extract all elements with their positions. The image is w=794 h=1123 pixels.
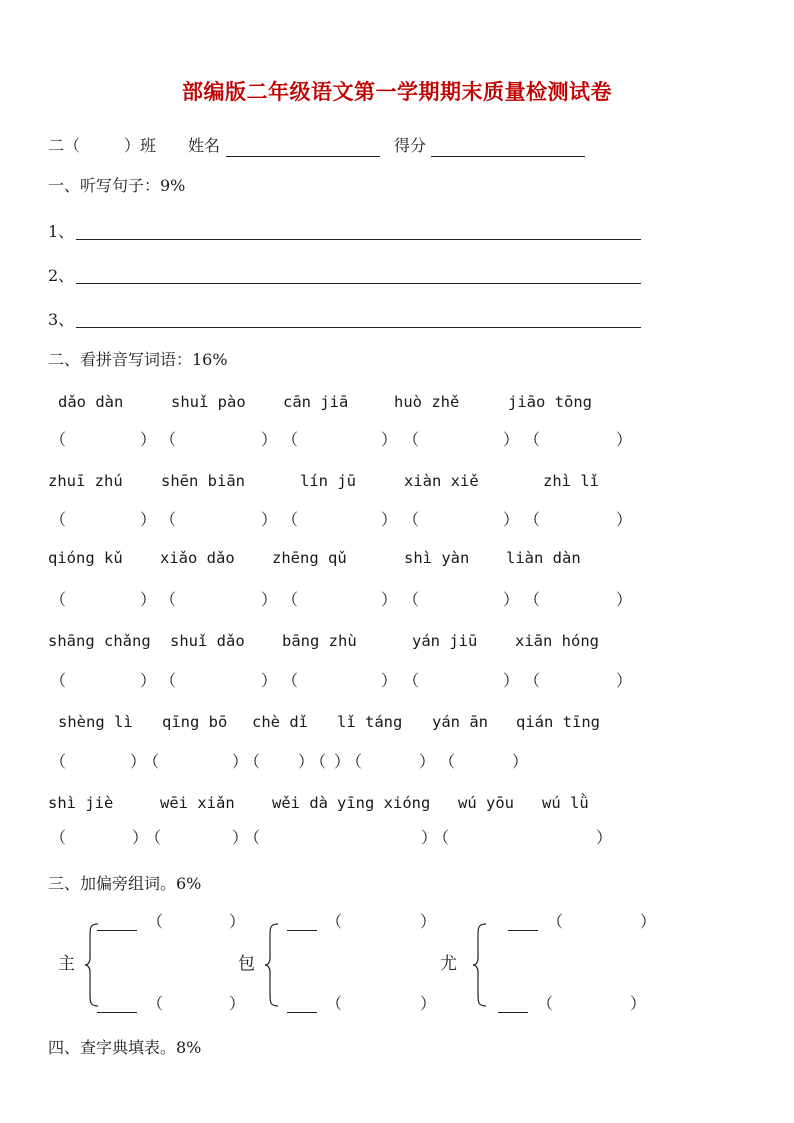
class-suffix: ）班 xyxy=(124,136,157,155)
pinyin-word: qióng kǔ xyxy=(48,549,123,567)
pinyin-word: wěi dà xyxy=(272,794,328,812)
close-paren: ） xyxy=(261,510,278,529)
dictation-line[interactable] xyxy=(76,327,641,328)
pinyin-word: huò zhě xyxy=(394,393,460,411)
pinyin-word: shuǐ pào xyxy=(171,393,246,411)
close-paren: ） xyxy=(381,671,398,690)
close-paren: ） xyxy=(512,752,529,771)
close-paren: ） xyxy=(261,671,278,690)
pinyin-word: bāng zhù xyxy=(282,632,357,650)
close-paren: ） xyxy=(261,430,278,449)
radical-blank[interactable] xyxy=(97,1012,137,1013)
open-paren: （ xyxy=(160,671,177,690)
close-paren: ） xyxy=(616,430,633,449)
close-paren: ） xyxy=(503,590,520,609)
open-paren: （ xyxy=(244,828,261,847)
close-paren: ） xyxy=(334,752,351,771)
close-paren: ） xyxy=(381,510,398,529)
pinyin-word: wú lǜ xyxy=(542,794,589,812)
radical-base-char: 包 xyxy=(238,954,255,974)
open-paren: （ xyxy=(282,430,299,449)
open-paren: （ xyxy=(50,510,67,529)
open-paren: （ xyxy=(524,430,541,449)
close-paren: ） xyxy=(232,828,249,847)
open-paren: （ xyxy=(310,752,327,771)
pinyin-word: jiāo tōng xyxy=(508,393,592,411)
open-paren: （ xyxy=(326,912,343,931)
open-paren: （ xyxy=(547,912,564,931)
close-paren: ） xyxy=(298,752,315,771)
open-paren: （ xyxy=(160,430,177,449)
open-paren: （ xyxy=(282,590,299,609)
close-paren: ） xyxy=(381,590,398,609)
section4-heading: 四、查字典填表。8% xyxy=(48,1038,202,1057)
close-paren: ） xyxy=(421,828,438,847)
left-brace-icon xyxy=(264,922,280,1008)
close-paren: ） xyxy=(420,912,437,931)
pinyin-word: dǎo dàn xyxy=(58,393,124,411)
open-paren: （ xyxy=(282,671,299,690)
pinyin-word: yán ān xyxy=(432,713,488,731)
pinyin-word: shuǐ dǎo xyxy=(170,632,245,650)
name-label: 姓名 xyxy=(188,136,221,155)
pinyin-word: lǐ táng xyxy=(337,713,403,731)
close-paren: ） xyxy=(130,752,147,771)
pinyin-word: shèng lì xyxy=(58,713,133,731)
close-paren: ） xyxy=(140,590,157,609)
pinyin-word: chè dǐ xyxy=(252,713,308,731)
close-paren: ） xyxy=(503,430,520,449)
open-paren: （ xyxy=(50,828,67,847)
pinyin-word: shì jiè xyxy=(48,794,114,812)
close-paren: ） xyxy=(381,430,398,449)
open-paren: （ xyxy=(244,752,261,771)
open-paren: （ xyxy=(50,430,67,449)
radical-blank[interactable] xyxy=(287,930,317,931)
open-paren: （ xyxy=(403,590,420,609)
name-field[interactable] xyxy=(226,156,380,157)
radical-blank[interactable] xyxy=(287,1012,317,1013)
close-paren: ） xyxy=(616,671,633,690)
open-paren: （ xyxy=(346,752,363,771)
close-paren: ） xyxy=(630,994,647,1013)
radical-blank[interactable] xyxy=(508,930,538,931)
radical-blank[interactable] xyxy=(498,1012,528,1013)
pinyin-word: xiǎo dǎo xyxy=(160,549,235,567)
pinyin-word: zhì lǐ xyxy=(543,472,599,490)
open-paren: （ xyxy=(433,828,450,847)
pinyin-word: yīng xióng xyxy=(337,794,431,812)
close-paren: ） xyxy=(640,912,657,931)
close-paren: ） xyxy=(616,510,633,529)
pinyin-word: wēi xiǎn xyxy=(160,794,235,812)
dictation-line[interactable] xyxy=(76,283,641,284)
open-paren: （ xyxy=(282,510,299,529)
dictation-line[interactable] xyxy=(76,239,641,240)
pinyin-word: lín jū xyxy=(300,472,356,490)
open-paren: （ xyxy=(145,828,162,847)
score-label: 得分 xyxy=(394,136,427,155)
close-paren: ） xyxy=(420,994,437,1013)
pinyin-word: wú yōu xyxy=(458,794,514,812)
close-paren: ） xyxy=(132,828,149,847)
left-brace-icon xyxy=(84,922,100,1008)
dictation-number: 3、 xyxy=(48,310,75,329)
pinyin-word: qīng bō xyxy=(162,713,228,731)
dictation-number: 1、 xyxy=(48,222,75,241)
pinyin-word: cān jiā xyxy=(283,393,349,411)
close-paren: ） xyxy=(140,510,157,529)
pinyin-word: shāng chǎng xyxy=(48,632,151,650)
pinyin-word: zhēng qǔ xyxy=(272,549,347,567)
open-paren: （ xyxy=(160,590,177,609)
close-paren: ） xyxy=(229,912,246,931)
open-paren: （ xyxy=(50,590,67,609)
open-paren: （ xyxy=(439,752,456,771)
close-paren: ） xyxy=(140,671,157,690)
open-paren: （ xyxy=(524,590,541,609)
close-paren: ） xyxy=(503,510,520,529)
pinyin-word: yán jiū xyxy=(412,632,478,650)
section2-heading: 二、看拼音写词语：16% xyxy=(48,350,228,369)
close-paren: ） xyxy=(140,430,157,449)
open-paren: （ xyxy=(326,994,343,1013)
exam-title: 部编版二年级语文第一学期期末质量检测试卷 xyxy=(182,80,612,104)
open-paren: （ xyxy=(160,510,177,529)
close-paren: ） xyxy=(229,994,246,1013)
open-paren: （ xyxy=(524,671,541,690)
section1-heading: 一、听写句子：9% xyxy=(48,176,186,195)
open-paren: （ xyxy=(50,752,67,771)
open-paren: （ xyxy=(147,912,164,931)
pinyin-word: liàn dàn xyxy=(506,549,581,567)
close-paren: ） xyxy=(503,671,520,690)
pinyin-word: qián tīng xyxy=(516,713,600,731)
close-paren: ） xyxy=(232,752,249,771)
close-paren: ） xyxy=(419,752,436,771)
close-paren: ） xyxy=(596,828,613,847)
pinyin-word: xiān hóng xyxy=(515,632,599,650)
radical-base-char: 主 xyxy=(58,954,75,974)
open-paren: （ xyxy=(147,994,164,1013)
radical-blank[interactable] xyxy=(97,930,137,931)
score-field[interactable] xyxy=(431,156,585,157)
close-paren: ） xyxy=(616,590,633,609)
open-paren: （ xyxy=(537,994,554,1013)
close-paren: ） xyxy=(261,590,278,609)
radical-base-char: 尤 xyxy=(440,954,457,974)
left-brace-icon xyxy=(472,922,488,1008)
open-paren: （ xyxy=(403,671,420,690)
open-paren: （ xyxy=(403,510,420,529)
open-paren: （ xyxy=(143,752,160,771)
open-paren: （ xyxy=(50,671,67,690)
open-paren: （ xyxy=(524,510,541,529)
pinyin-word: zhuī zhú xyxy=(48,472,123,490)
open-paren: （ xyxy=(403,430,420,449)
pinyin-word: xiàn xiě xyxy=(404,472,479,490)
dictation-number: 2、 xyxy=(48,266,75,285)
pinyin-word: shì yàn xyxy=(404,549,470,567)
class-prefix: 二（ xyxy=(48,136,81,155)
section3-heading: 三、加偏旁组词。6% xyxy=(48,874,202,893)
pinyin-word: shēn biān xyxy=(161,472,245,490)
